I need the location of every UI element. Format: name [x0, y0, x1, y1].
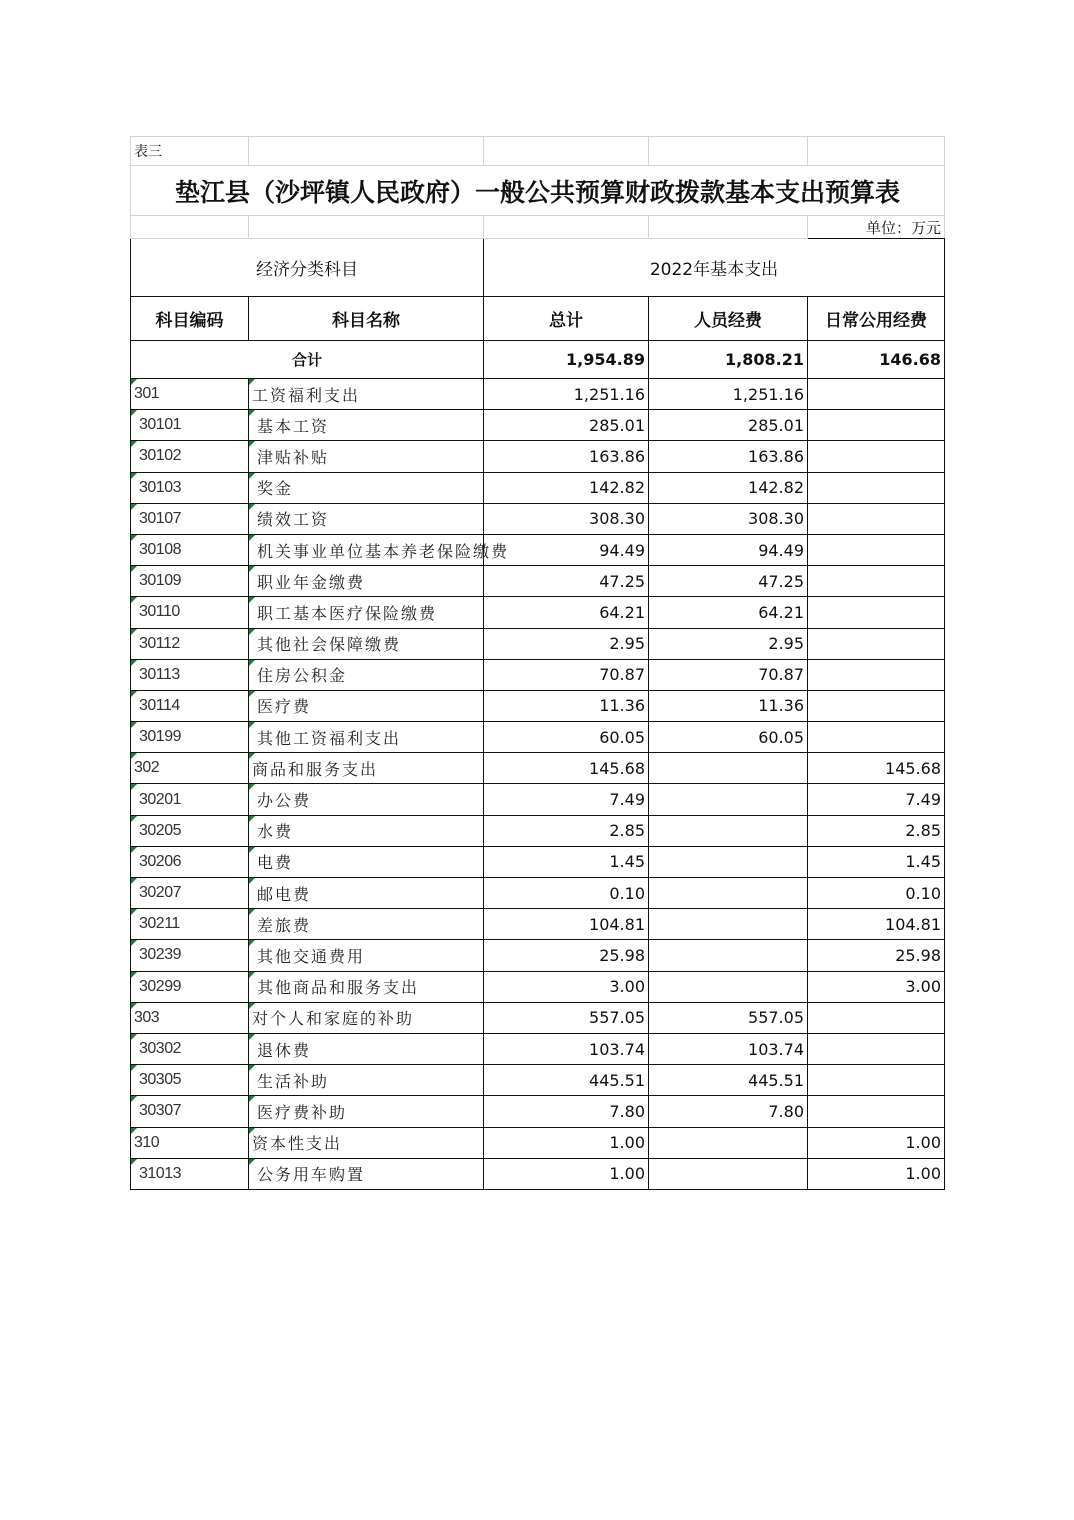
- row-name: 对个人和家庭的补助: [249, 1002, 484, 1033]
- row-name: 医疗费补助: [249, 1096, 484, 1127]
- row-total: 25.98: [484, 940, 649, 971]
- row-code: 31013: [131, 1158, 249, 1189]
- row-total: 0.10: [484, 878, 649, 909]
- row-name: 邮电费: [249, 878, 484, 909]
- table-row: [131, 753, 945, 784]
- row-name: 其他工资福利支出: [249, 722, 484, 753]
- row-personnel: 64.21: [649, 597, 808, 628]
- row-code: 30199: [131, 722, 249, 753]
- row-personnel: 103.74: [649, 1033, 808, 1064]
- table-row: [131, 410, 945, 441]
- table-row: [131, 878, 945, 909]
- row-total: 70.87: [484, 659, 649, 690]
- row-public: 2.85: [808, 815, 945, 846]
- table-row: [131, 1127, 945, 1158]
- header-name: 科目名称: [249, 297, 484, 341]
- row-personnel: [649, 753, 808, 784]
- row-total: 1.00: [484, 1127, 649, 1158]
- header-group-row: [131, 239, 945, 297]
- row-name: 工资福利支出: [249, 379, 484, 410]
- total-row: [131, 341, 945, 379]
- row-personnel: 2.95: [649, 628, 808, 659]
- table-row: [131, 909, 945, 940]
- row-public: [808, 1033, 945, 1064]
- table-row: [131, 628, 945, 659]
- row-personnel: 7.80: [649, 1096, 808, 1127]
- row-personnel: 142.82: [649, 472, 808, 503]
- page-title: 垫江县（沙坪镇人民政府）一般公共预算财政拨款基本支出预算表: [131, 166, 945, 216]
- row-public: [808, 597, 945, 628]
- row-public: 7.49: [808, 784, 945, 815]
- row-public: [808, 472, 945, 503]
- row-public: [808, 503, 945, 534]
- row-total: 1,251.16: [484, 379, 649, 410]
- table-row: [131, 472, 945, 503]
- row-public: [808, 722, 945, 753]
- row-total: 308.30: [484, 503, 649, 534]
- header-group-2022: 2022年基本支出: [484, 239, 945, 297]
- row-name: 机关事业单位基本养老保险缴费: [249, 534, 484, 565]
- row-personnel: [649, 784, 808, 815]
- table-row: [131, 1096, 945, 1127]
- row-public: 104.81: [808, 909, 945, 940]
- row-code: 30211: [131, 909, 249, 940]
- row-name: 其他社会保障缴费: [249, 628, 484, 659]
- total-public: 146.68: [808, 341, 945, 379]
- row-total: 64.21: [484, 597, 649, 628]
- row-code: 30307: [131, 1096, 249, 1127]
- table-row: [131, 659, 945, 690]
- table-label: 表三: [131, 137, 249, 166]
- table-label-row: [131, 137, 945, 166]
- table-row: [131, 566, 945, 597]
- table-row: [131, 971, 945, 1002]
- table-row: [131, 1158, 945, 1189]
- table-row: [131, 379, 945, 410]
- table-row: [131, 846, 945, 877]
- row-total: 163.86: [484, 441, 649, 472]
- row-total: 103.74: [484, 1033, 649, 1064]
- table-row: [131, 722, 945, 753]
- total-label: 合计: [131, 341, 484, 379]
- row-name: 退休费: [249, 1033, 484, 1064]
- header-total: 总计: [484, 297, 649, 341]
- row-public: [808, 659, 945, 690]
- row-personnel: [649, 878, 808, 909]
- row-code: 30113: [131, 659, 249, 690]
- row-code: 301: [131, 379, 249, 410]
- row-total: 94.49: [484, 534, 649, 565]
- budget-table: [130, 136, 945, 1190]
- row-code: 30107: [131, 503, 249, 534]
- row-total: 60.05: [484, 722, 649, 753]
- row-code: 303: [131, 1002, 249, 1033]
- row-name: 其他商品和服务支出: [249, 971, 484, 1002]
- row-name: 资本性支出: [249, 1127, 484, 1158]
- row-public: 25.98: [808, 940, 945, 971]
- row-code: 30102: [131, 441, 249, 472]
- row-name: 绩效工资: [249, 503, 484, 534]
- row-total: 1.00: [484, 1158, 649, 1189]
- row-personnel: 163.86: [649, 441, 808, 472]
- row-code: 30112: [131, 628, 249, 659]
- row-personnel: [649, 909, 808, 940]
- row-personnel: 94.49: [649, 534, 808, 565]
- row-public: [808, 441, 945, 472]
- row-name: 津贴补贴: [249, 441, 484, 472]
- row-name: 医疗费: [249, 690, 484, 721]
- header-column-row: [131, 297, 945, 341]
- row-total: 145.68: [484, 753, 649, 784]
- table-row: [131, 1065, 945, 1096]
- row-code: 30108: [131, 534, 249, 565]
- row-personnel: 47.25: [649, 566, 808, 597]
- row-total: 557.05: [484, 1002, 649, 1033]
- row-total: 285.01: [484, 410, 649, 441]
- unit-row: [131, 216, 945, 239]
- row-total: 104.81: [484, 909, 649, 940]
- row-name: 水费: [249, 815, 484, 846]
- table-row: [131, 1033, 945, 1064]
- table-row: [131, 503, 945, 534]
- row-personnel: 70.87: [649, 659, 808, 690]
- row-public: [808, 534, 945, 565]
- table-row: [131, 534, 945, 565]
- row-public: 3.00: [808, 971, 945, 1002]
- row-code: 30110: [131, 597, 249, 628]
- row-code: 30207: [131, 878, 249, 909]
- row-public: 0.10: [808, 878, 945, 909]
- row-public: [808, 690, 945, 721]
- row-total: 7.49: [484, 784, 649, 815]
- row-public: 1.45: [808, 846, 945, 877]
- row-total: 11.36: [484, 690, 649, 721]
- table-row: [131, 784, 945, 815]
- row-personnel: 60.05: [649, 722, 808, 753]
- row-name: 基本工资: [249, 410, 484, 441]
- row-public: 1.00: [808, 1158, 945, 1189]
- row-name: 商品和服务支出: [249, 753, 484, 784]
- row-name: 公务用车购置: [249, 1158, 484, 1189]
- table-row: [131, 441, 945, 472]
- row-code: 30101: [131, 410, 249, 441]
- row-public: [808, 1002, 945, 1033]
- row-public: 145.68: [808, 753, 945, 784]
- row-code: 30109: [131, 566, 249, 597]
- row-total: 2.95: [484, 628, 649, 659]
- table-row: [131, 597, 945, 628]
- row-personnel: 11.36: [649, 690, 808, 721]
- row-personnel: [649, 815, 808, 846]
- title-row: [131, 166, 945, 216]
- header-group-economic: 经济分类科目: [131, 239, 484, 297]
- row-personnel: 1,251.16: [649, 379, 808, 410]
- row-name: 电费: [249, 846, 484, 877]
- row-public: [808, 1065, 945, 1096]
- row-name: 奖金: [249, 472, 484, 503]
- row-code: 30206: [131, 846, 249, 877]
- row-name: 职工基本医疗保险缴费: [249, 597, 484, 628]
- row-name: 差旅费: [249, 909, 484, 940]
- row-name: 生活补助: [249, 1065, 484, 1096]
- row-code: 30114: [131, 690, 249, 721]
- row-personnel: 557.05: [649, 1002, 808, 1033]
- row-public: [808, 628, 945, 659]
- row-total: 445.51: [484, 1065, 649, 1096]
- row-name: 职业年金缴费: [249, 566, 484, 597]
- row-total: 3.00: [484, 971, 649, 1002]
- row-personnel: 285.01: [649, 410, 808, 441]
- row-total: 1.45: [484, 846, 649, 877]
- row-code: 30201: [131, 784, 249, 815]
- row-public: [808, 410, 945, 441]
- row-personnel: [649, 971, 808, 1002]
- table-row: [131, 940, 945, 971]
- row-personnel: [649, 1158, 808, 1189]
- row-code: 310: [131, 1127, 249, 1158]
- unit-label: 单位：万元: [808, 216, 945, 239]
- row-code: 30299: [131, 971, 249, 1002]
- row-code: 30239: [131, 940, 249, 971]
- row-name: 其他交通费用: [249, 940, 484, 971]
- row-total: 47.25: [484, 566, 649, 597]
- header-public: 日常公用经费: [808, 297, 945, 341]
- budget-sheet: [130, 136, 944, 1190]
- row-personnel: [649, 846, 808, 877]
- row-personnel: 445.51: [649, 1065, 808, 1096]
- row-total: 7.80: [484, 1096, 649, 1127]
- row-public: [808, 1096, 945, 1127]
- total-personnel: 1,808.21: [649, 341, 808, 379]
- table-row: [131, 815, 945, 846]
- row-public: [808, 379, 945, 410]
- row-personnel: 308.30: [649, 503, 808, 534]
- row-total: 142.82: [484, 472, 649, 503]
- total-total: 1,954.89: [484, 341, 649, 379]
- row-personnel: [649, 940, 808, 971]
- header-code: 科目编码: [131, 297, 249, 341]
- row-code: 30302: [131, 1033, 249, 1064]
- table-row: [131, 690, 945, 721]
- row-code: 302: [131, 753, 249, 784]
- header-personnel: 人员经费: [649, 297, 808, 341]
- row-name: 办公费: [249, 784, 484, 815]
- row-code: 30103: [131, 472, 249, 503]
- table-row: [131, 1002, 945, 1033]
- row-name: 住房公积金: [249, 659, 484, 690]
- row-personnel: [649, 1127, 808, 1158]
- row-code: 30305: [131, 1065, 249, 1096]
- row-public: [808, 566, 945, 597]
- row-total: 2.85: [484, 815, 649, 846]
- row-code: 30205: [131, 815, 249, 846]
- row-public: 1.00: [808, 1127, 945, 1158]
